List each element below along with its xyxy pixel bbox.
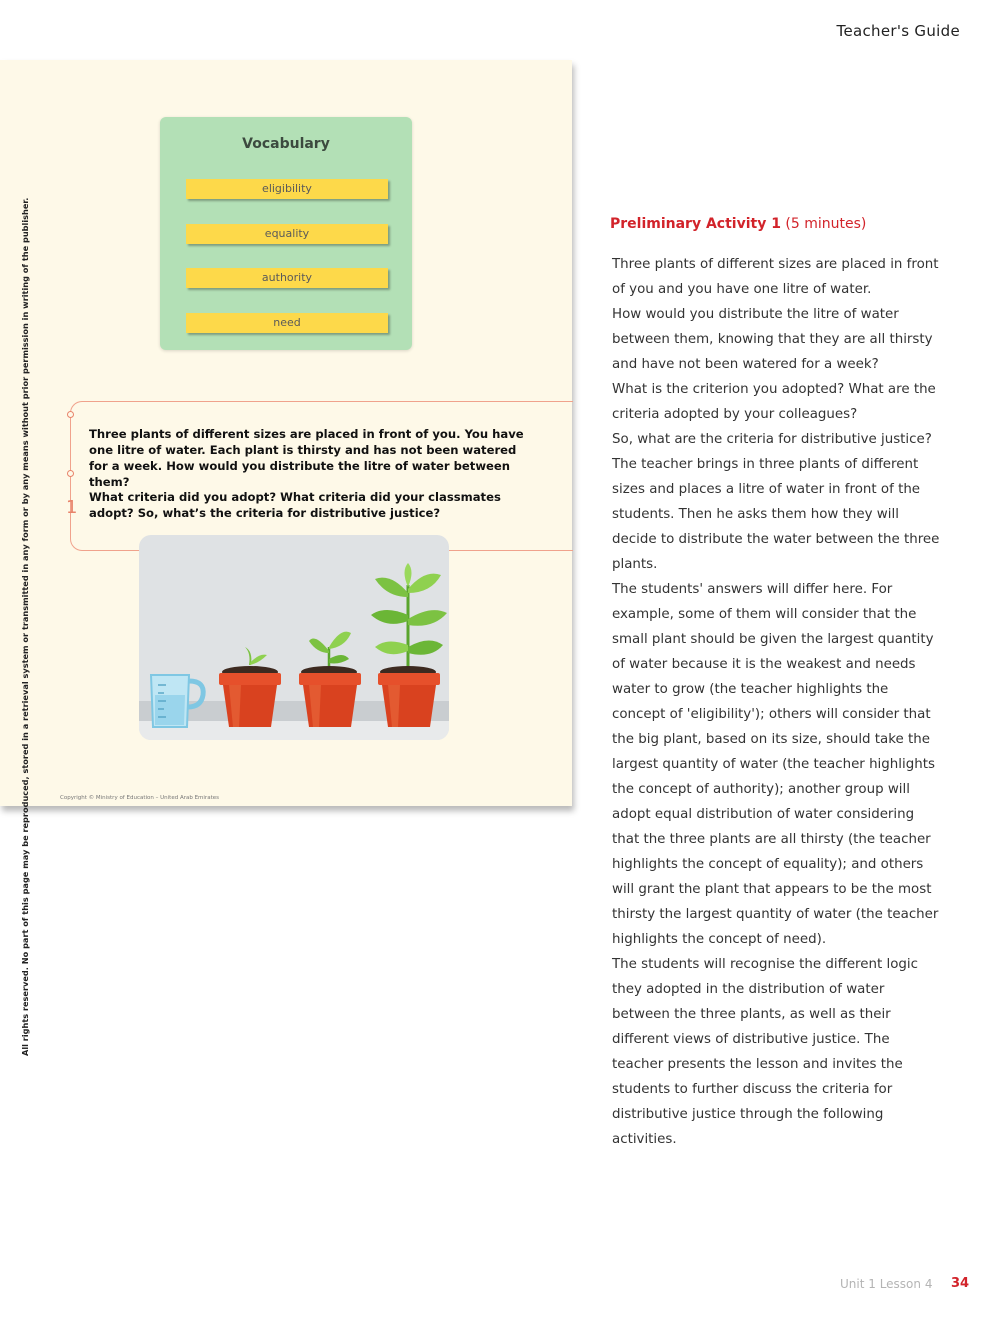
activity-question-1: Three plants of different sizes are placed in front of you. You have one litre of water. Each plant is thirsty and has not been watered for a week. How would you distribute the litre of water between them? — [89, 427, 524, 489]
body-paragraph: How would you distribute the litre of water between them, knowing that they are all thirsty and have not been watered for a week? — [612, 307, 933, 372]
guide-title: Teacher's Guide — [836, 22, 960, 40]
body-paragraph: The students will recognise the different logic they adopted in the distribution of water between the three plants, as well as their different views of distributive justice. The teacher presents the lesson and invites the students to further discuss the criteria for distributive justice through the following activities. — [612, 957, 918, 1147]
preliminary-activity-heading — [610, 216, 866, 232]
vocab-word-equality: equality — [186, 224, 388, 244]
vocabulary-title: Vocabulary — [242, 136, 330, 152]
frame-dot-top — [67, 411, 74, 418]
body-paragraph: What is the criterion you adopted? What are the criteria adopted by your colleagues? — [612, 382, 936, 422]
preliminary-activity-body — [612, 252, 942, 1152]
body-paragraph: The teacher brings in three plants of different sizes and places a litre of water in front of the students. Then he asks them how they will decide to distribute the water between the three plants. — [612, 457, 940, 572]
activity-question-2: What criteria did you adopt? What criteria did your classmates adopt? So, what’s the criteria for distributive justice? — [89, 490, 501, 520]
vocab-word-eligibility: eligibility — [186, 179, 388, 199]
page-number: 34 — [951, 1276, 970, 1291]
body-paragraph: The students' answers will differ here. For example, some of them will consider that the small plant should be given the largest quantity of water because it is the weakest and needs water to grow (the teacher highlights the concept of 'eligibility'); others will consider that the big plant, based on its size, should take the largest quantity of water (the teacher highlights the concept of authority); another group will adopt equal distribution of water considering that the three plants are all thirsty (the teacher highlights the concept of equality); and others will grant the plant that appears to be the most thirsty the largest quantity of water (the teacher highlights the concept of need). — [612, 582, 939, 947]
body-paragraph: Three plants of different sizes are placed in front of you and you have one litre of water. — [612, 257, 939, 297]
rights-notice: All rights reserved. No part of this page may be reproduced, stored in a retrieval system or transmitted in any form or by any means without prior permission in writing of the publisher. — [20, 197, 30, 1056]
footer-lesson: Unit 1 Lesson 4 — [840, 1277, 933, 1291]
vocab-word-need: need — [186, 313, 388, 333]
preliminary-activity-title: Preliminary Activity 1 — [610, 216, 781, 232]
plants-illustration — [139, 535, 449, 740]
preliminary-activity-duration: (5 minutes) — [785, 216, 867, 232]
copyright-note: Copyright © Ministry of Education – United Arab Emirates — [60, 795, 219, 801]
frame-dot-bottom — [67, 470, 74, 477]
textbook-page — [0, 60, 572, 806]
body-paragraph: So, what are the criteria for distributive justice? — [612, 432, 932, 447]
activity-number: 1 — [66, 497, 78, 518]
vocabulary-box — [160, 117, 412, 350]
vocab-word-authority: authority — [186, 268, 388, 288]
